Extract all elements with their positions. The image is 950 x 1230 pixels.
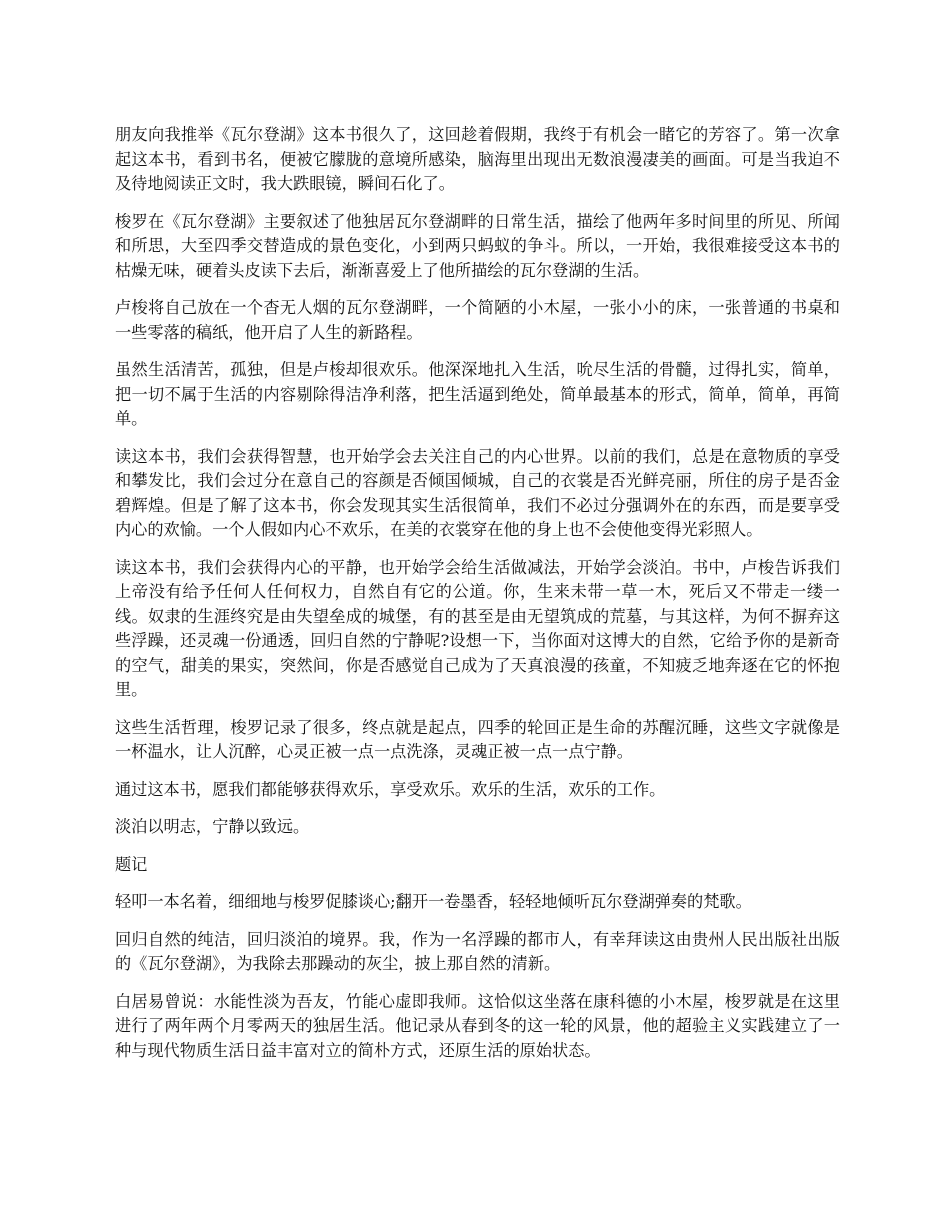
paragraph: 虽然生活清苦，孤独，但是卢梭却很欢乐。他深深地扎入生活，吮尽生活的骨髓，过得扎实，简单，把一切不属于生活的内容剔除得洁净利落，把生活逼到绝处，简单最基本的形式，简单，简单，再简单。 (115, 360, 840, 428)
paragraph: 白居易曾说：水能性淡为吾友，竹能心虚即我师。这恰似这坐落在康科德的小木屋，梭罗就是在这里进行了两年两个月零两天的独居生活。他记录从春到冬的这一轮的风景，他的超验主义实践建立了一种与现代物质生活日益丰富对立的简朴方式，还原生活的原始状态。 (115, 991, 840, 1060)
paragraph: 梭罗在《瓦尔登湖》主要叙述了他独居瓦尔登湖畔的日常生活，描绘了他两年多时间里的所见、所闻和所思，大至四季交替造成的景色变化，小到两只蚂蚁的争斗。所以，一开始，我很难接受这本书的枯燥无味，硬着头皮读下去后，渐渐喜爱上了他所描绘的瓦尔登湖的生活。 (115, 211, 840, 280)
paragraph: 读这本书，我们会获得智慧，也开始学会去关注自己的内心世界。以前的我们，总是在意物质的享受和攀发比，我们会过分在意自己的容颜是否倾国倾城，自己的衣裳是否光鲜亮丽，所住的房子是否金碧辉煌。但是了解了这本书，你会发现其实生活很简单，我们不必过分强调外在的东西，而是要享受内心的欢愉。一个人假如内心不欢乐，在美的衣裳穿在他的身上也不会使他变得光彩照人。 (115, 446, 840, 539)
paragraph: 卢梭将自己放在一个杳无人烟的瓦尔登湖畔，一个简陋的小木屋，一张小小的床，一张普通的书桌和一些零落的稿纸，他开启了人生的新路程。 (115, 298, 840, 342)
paragraph: 回归自然的纯洁，回归淡泊的境界。我，作为一名浮躁的都市人，有幸拜读这由贵州人民出版社出版的《瓦尔登湖》，为我除去那躁动的灰尘，披上那自然的清新。 (115, 929, 840, 973)
section-heading: 题记 (115, 854, 148, 874)
paragraph: 朋友向我推举《瓦尔登湖》这本书很久了，这回趁着假期，我终于有机会一睹它的芳容了。第一次拿起这本书，看到书名，便被它朦胧的意境所感染，脑海里出现出无数浪漫凄美的画面。可是当我迫不及待地阅读正文时，我大跌眼镜，瞬间石化了。 (115, 125, 840, 193)
paragraph: 读这本书，我们会获得内心的平静，也开始学会给生活做减法，开始学会淡泊。书中，卢梭告诉我们上帝没有给予任何人任何权力，自然自有它的公道。你，生来未带一草一木，死后又不带走一缕一线。奴隶的生涯终究是由失望垒成的城堡，有的甚至是由无望筑成的荒墓，与其这样，为何不摒弃这些浮躁，还灵魂一份通透，回归自然的宁静呢?设想一下，当你面对这博大的自然，它给予你的是新奇的空气，甜美的果实，突然间，你是否感觉自己成为了天真浪漫的孩童，不知疲乏地奔逐在它的怀抱里。 (115, 557, 840, 699)
paragraph: 淡泊以明志，宁静以致远。 (115, 817, 310, 836)
paragraph: 轻叩一本名着，细细地与梭罗促膝谈心;翻开一卷墨香，轻轻地倾听瓦尔登湖弹奏的梵歌。 (115, 892, 752, 911)
paragraph: 通过这本书，愿我们都能够获得欢乐，享受欢乐。欢乐的生活，欢乐的工作。 (115, 779, 666, 799)
paragraph: 这些生活哲理，梭罗记录了很多，终点就是起点，四季的轮回正是生命的苏醒沉睡，这些文字就像是一杯温水，让人沉醉，心灵正被一点一点洗涤，灵魂正被一点一点宁静。 (115, 717, 840, 761)
document-body (115, 123, 840, 1076)
